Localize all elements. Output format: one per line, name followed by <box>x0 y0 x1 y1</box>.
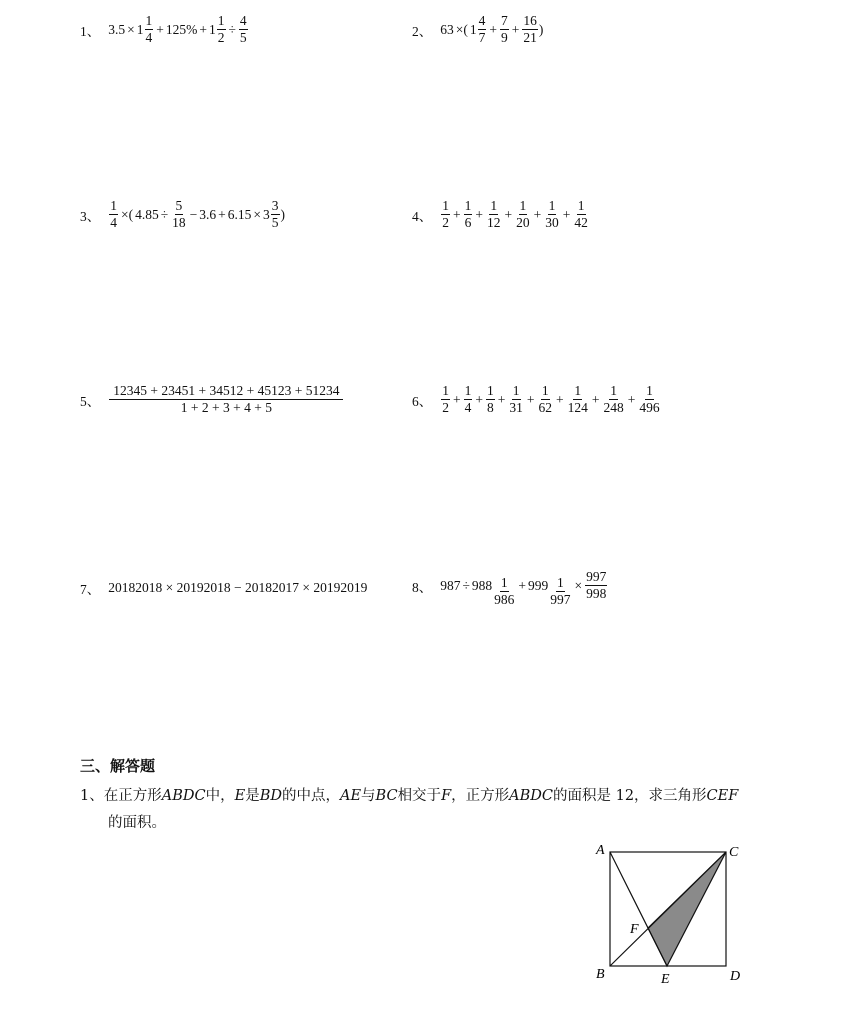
label-b: B <box>596 967 605 982</box>
line-ae <box>610 852 667 966</box>
fraction: $\frac{4}{7}$ <box>478 13 486 46</box>
fraction: $\frac{1}{986}$ <box>494 575 515 608</box>
fraction: $\frac{1}{8}$ <box>487 383 494 416</box>
fraction: $\frac{16}{21}$ <box>523 13 537 46</box>
fraction: $\frac{1}{20}$ <box>516 198 530 231</box>
problem-5: 5、 $\frac{12345 + 23451 + 34512 + 45123 + 51234}{1 + 2 + 3 + 4 + 5}$ <box>80 384 344 415</box>
plus-sign: + <box>497 391 506 407</box>
fraction: $\frac{1}{4}$ <box>145 13 153 46</box>
label-a: A <box>596 843 605 858</box>
fraction: $\frac{997}{998}$ <box>586 569 607 602</box>
plus-sign: + <box>591 391 600 407</box>
section-title: 三、解答题 <box>80 757 156 775</box>
label-d: D <box>730 969 741 984</box>
fraction: $\frac{12345 + 23451 + 34512 + 45123 + 51234}{1 + 2 + 3 + 4 + 5}$ <box>109 384 343 415</box>
fraction: $\frac{1}{12}$ <box>487 198 501 231</box>
fraction: $\frac{1}{997}$ <box>550 575 571 608</box>
fraction: $\frac{1}{2}$ <box>217 13 225 46</box>
fraction: $\frac{3}{5}$ <box>271 198 279 231</box>
problem-8: 8、 987 ÷ 988 $\frac{1}{986}$ + 999 $\frac{1}{997}$ × $\frac{997}{998}$ <box>412 569 607 608</box>
problem-3: 3、 $\frac{1}{4}$ ×( 4.85 ÷ $\frac{5}{18}$ − 3.6 + 6.15 × 3 $\frac{3}{5}$ ) <box>80 198 286 231</box>
plus-sign: + <box>453 206 461 222</box>
fraction: $\frac{1}{42}$ <box>574 198 588 231</box>
label-f: F <box>630 922 639 937</box>
plus-sign: + <box>562 206 571 222</box>
shaded-triangle-cef <box>648 852 726 966</box>
fraction: $\frac{1}{2}$ <box>442 383 449 416</box>
fraction: $\frac{1}{4}$ <box>110 198 117 231</box>
square-figure <box>588 836 748 986</box>
plus-sign: + <box>475 391 483 407</box>
problem-4: 4、 $\frac{1}{2}$ + $\frac{1}{6}$ + $\frac{1}{12}$ + $\frac{1}{20}$ + $\frac{1}{30}$ + $\frac{1}{42}$ <box>412 198 588 231</box>
fraction: $\frac{1}{30}$ <box>545 198 559 231</box>
fraction: $\frac{4}{5}$ <box>239 13 247 46</box>
plus-sign: + <box>627 391 636 407</box>
fraction: $\frac{1}{124}$ <box>567 383 588 416</box>
fraction: $\frac{1}{4}$ <box>464 383 472 416</box>
fraction: $\frac{1}{62}$ <box>538 383 552 416</box>
label-c: C <box>729 845 739 860</box>
plus-sign: + <box>504 206 513 222</box>
fraction: $\frac{1}{31}$ <box>509 383 523 416</box>
fraction: $\frac{5}{18}$ <box>172 198 186 231</box>
fraction: $\frac{1}{6}$ <box>464 198 472 231</box>
word-problem-1: 1、在正方形ABDC中，E是BD的中点，AE与BC相交于F，正方形ABDC的面积是 12，求三角形CEF 的面积。 <box>80 788 739 831</box>
problem-1: 1、 3.5 × 1 $\frac{1}{4}$ + 125% + 1 $\frac{1}{2}$ ÷ $\frac{4}{5}$ <box>80 13 247 46</box>
fraction: $\frac{1}{248}$ <box>603 383 624 416</box>
plus-sign: + <box>453 391 461 407</box>
plus-sign: + <box>556 391 564 407</box>
fraction-sum <box>440 384 661 415</box>
plus-sign: + <box>475 206 483 222</box>
label-e: E <box>661 972 670 986</box>
plus-sign: + <box>533 206 542 222</box>
fraction-sum <box>440 199 590 230</box>
problem-6: 6、 $\frac{1}{2}$ + $\frac{1}{4}$ + $\frac{1}{8}$ + $\frac{1}{31}$ + $\frac{1}{62}$ + $\frac{1}{124}$ + $\frac{1}{248}$ + $\frac{1}{496}$ <box>412 383 660 416</box>
fraction: $\frac{1}{496}$ <box>639 383 660 416</box>
problem-7: 7、 20182018 × 20192018 − 20182017 × 20192019 <box>80 580 368 597</box>
problem-2: 2、 63 ×( 1 $\frac{4}{7}$ + $\frac{7}{9}$ + $\frac{16}{21}$ ) <box>412 13 544 46</box>
fraction: $\frac{7}{9}$ <box>500 13 508 46</box>
fraction: $\frac{1}{2}$ <box>442 198 449 231</box>
plus-sign: + <box>526 391 535 407</box>
